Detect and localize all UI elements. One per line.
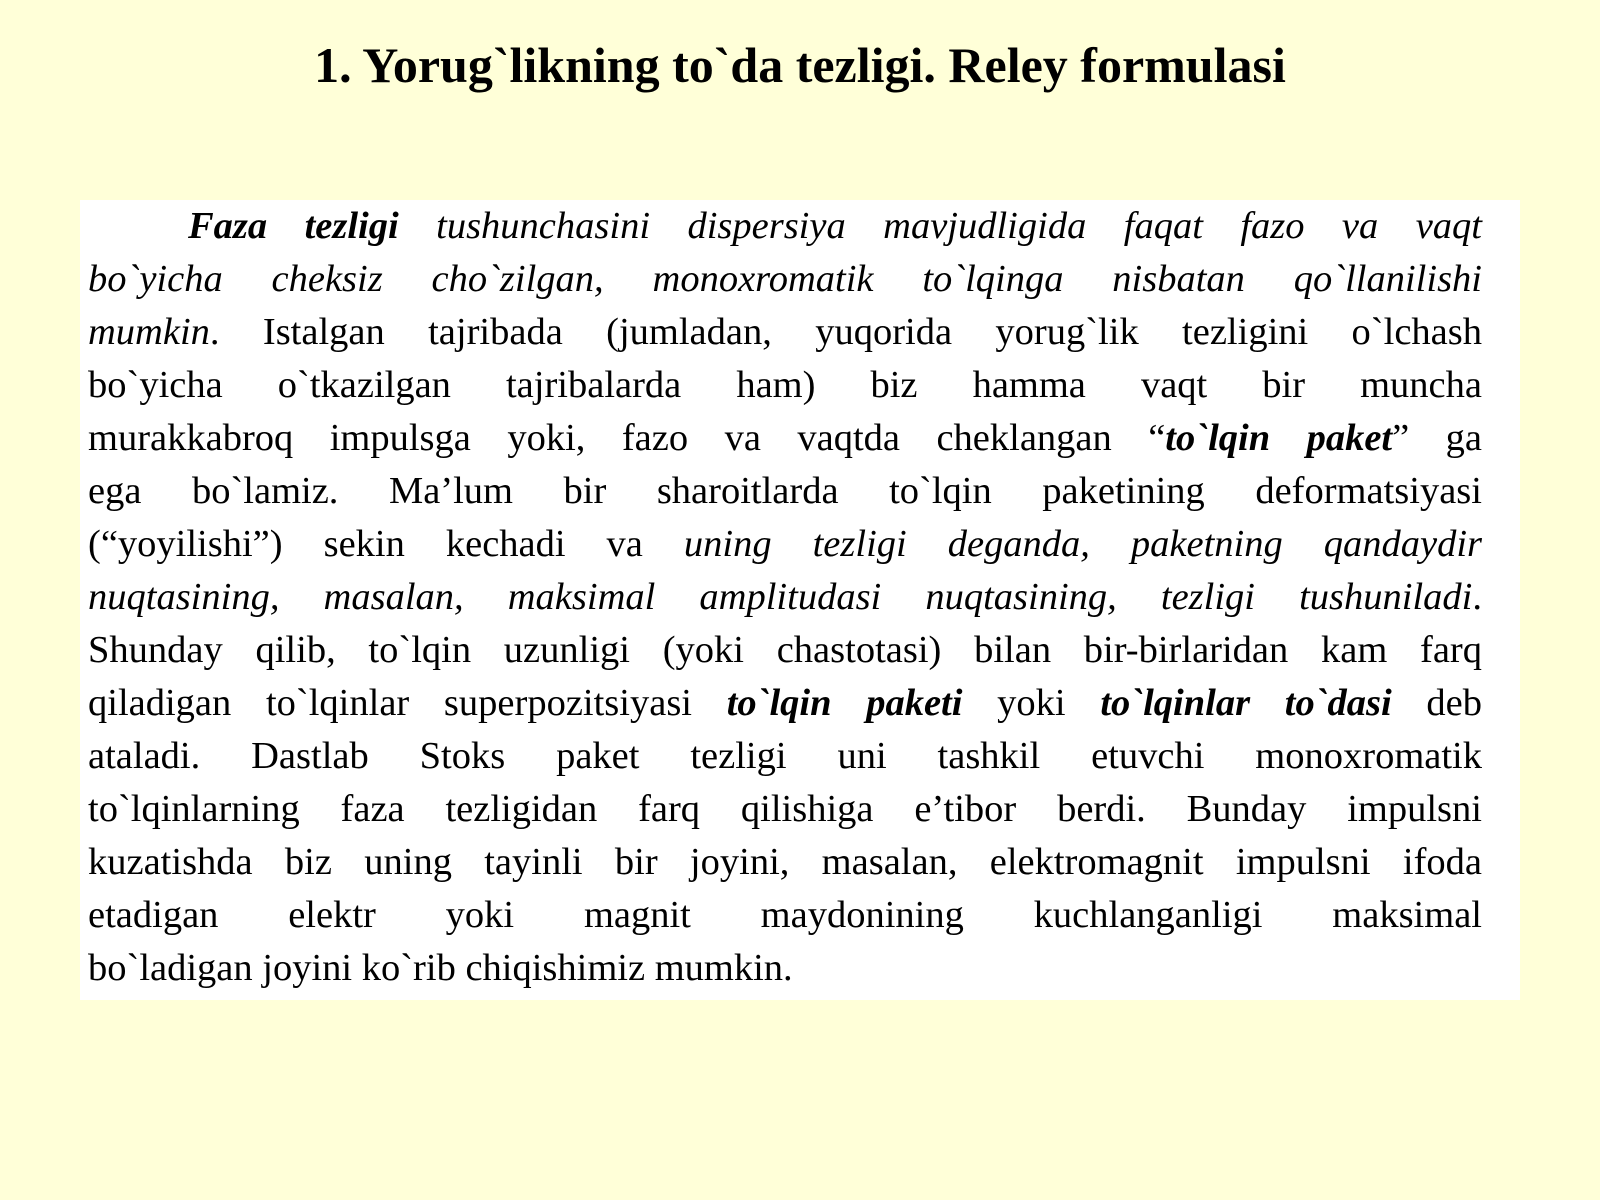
emphasized-term: to`lqinlar to`dasi — [1100, 682, 1392, 724]
text-panel — [80, 200, 1520, 1000]
text-line — [88, 677, 1482, 730]
text-run: qiladigan to`lqinlar superpozitsiyasi — [88, 682, 727, 724]
text-run: bo`yicha o`tkazilgan tajribalarda ham) biz hamma vaqt bir muncha — [88, 364, 1482, 406]
text-run: deb — [1391, 682, 1483, 724]
text-run: nuqtasining, masalan, maksimal amplitudasi nuqtasining, tezligi tushuniladi — [88, 576, 1473, 618]
text-line — [88, 730, 1482, 783]
text-run: etadigan elektr yoki magnit maydonining kuchlanganligi maksimal — [88, 894, 1482, 936]
text-run: . Istalgan tajribada (jumladan, yuqorida yorug`lik tezligini o`lchash — [209, 311, 1482, 353]
text-run: ” ga — [1392, 417, 1483, 459]
text-run: tushunchasini dispersiya mavjudligida faqat fazo va vaqt — [398, 205, 1482, 247]
text-line — [88, 306, 1482, 359]
text-line — [88, 942, 1482, 995]
text-run: bo`yicha cheksiz cho`zilgan, monoxromatik to`lqinga nisbatan qo`llanilishi — [88, 258, 1482, 300]
text-line — [88, 253, 1482, 306]
text-line — [88, 571, 1482, 624]
text-run: uning tezligi deganda, paketning qandaydir — [683, 523, 1483, 565]
slide-title: 1. Yorug`likning to`da tezligi. Reley formulasi — [314, 37, 1286, 93]
text-run: murakkabroq impulsga yoki, fazo va vaqtda cheklangan “ — [88, 417, 1166, 459]
text-line — [88, 783, 1482, 836]
text-run: bo`ladigan joyini ko`rib chiqishimiz mumkin. — [88, 947, 793, 989]
body-paragraph — [88, 200, 1482, 995]
text-run: (“yoyilishi”) sekin kechadi va — [88, 523, 684, 565]
text-run: Shunday qilib, to`lqin uzunligi (yoki chastotasi) bilan bir-birlaridan kam farq — [88, 629, 1482, 671]
text-line — [88, 200, 1482, 253]
text-line — [88, 412, 1482, 465]
text-run: . — [1472, 576, 1482, 618]
emphasized-term: to`lqin paket — [1165, 417, 1393, 459]
text-run: ataladi. Dastlab Stoks paket tezligi uni tashkil etuvchi monoxromatik — [88, 735, 1482, 777]
text-run: ega bo`lamiz. Ma’lum bir sharoitlarda to`lqin paketining deformatsiyasi — [88, 470, 1482, 512]
text-run: mumkin — [88, 311, 210, 353]
text-line — [88, 889, 1482, 942]
text-line — [88, 518, 1482, 571]
text-line — [88, 836, 1482, 889]
text-run: kuzatishda biz uning tayinli bir joyini, masalan, elektromagnit impulsni ifoda — [88, 841, 1482, 883]
emphasized-term: to`lqin paketi — [726, 682, 963, 724]
text-line — [88, 359, 1482, 412]
text-line — [88, 465, 1482, 518]
emphasized-term: Faza tezligi — [188, 205, 399, 247]
text-line — [88, 624, 1482, 677]
text-run: to`lqinlarning faza tezligidan farq qilishiga e’tibor berdi. Bunday impulsni — [88, 788, 1482, 830]
text-run: yoki — [962, 682, 1101, 724]
